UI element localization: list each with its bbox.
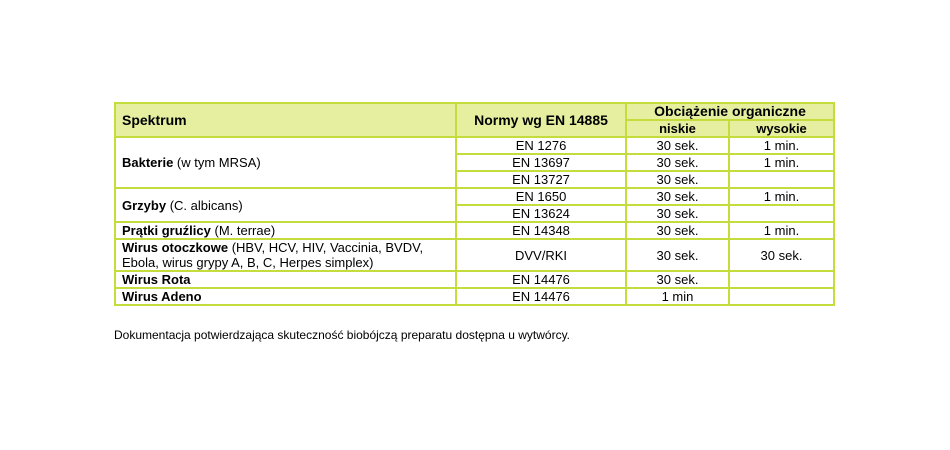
spectrum-cell-bakterie [115,137,456,188]
spectrum-name: Wirus Rota [122,272,191,287]
high-load-cell [729,205,834,222]
norm-cell: EN 1650 [456,188,626,205]
table-row [115,288,834,305]
header-row [115,103,834,120]
norm-cell: EN 14476 [456,271,626,288]
table-row [115,137,834,154]
spectrum-detail: (w tym MRSA) [173,155,261,170]
norm-cell: EN 13624 [456,205,626,222]
spectrum-name: Wirus Adeno [122,289,202,304]
high-load-cell: 1 min. [729,188,834,205]
norm-cell: EN 14348 [456,222,626,239]
low-load-cell: 30 sek. [626,271,729,288]
high-load-cell [729,271,834,288]
high-load-cell: 30 sek. [729,239,834,271]
norm-cell: DVV/RKI [456,239,626,271]
high-load-cell: 1 min. [729,154,834,171]
high-load-cell: 1 min. [729,137,834,154]
low-load-cell: 1 min [626,288,729,305]
spectrum-name: Wirus otoczkowe [122,240,229,255]
high-load-cell [729,171,834,188]
norm-cell: EN 13697 [456,154,626,171]
low-load-cell: 30 sek. [626,188,729,205]
table-row [115,188,834,205]
spectrum-cell-grzyby [115,188,456,222]
header-spektrum: Spektrum [115,103,456,137]
low-load-cell: 30 sek. [626,171,729,188]
spectrum-detail: (M. terrae) [210,223,276,238]
low-load-cell: 30 sek. [626,222,729,239]
efficacy-table [114,102,835,306]
table-row [115,222,834,239]
table-row [115,271,834,288]
spectrum-detail: (HBV, HCV, HIV, Vaccinia, BVDV, Ebola, wirus grypy A, B, C, Herpes simplex) [122,240,424,270]
spectrum-cell-wirus-rota [115,271,456,288]
norm-cell: EN 14476 [456,288,626,305]
header-wysokie: wysokie [729,120,834,137]
table-row [115,239,834,271]
spectrum-detail: (C. albicans) [166,197,243,213]
spectrum-cell-wirus-adeno [115,288,456,305]
header-niskie: niskie [626,120,729,137]
low-load-cell: 30 sek. [626,154,729,171]
spectrum-cell-wirus-otoczkowe [115,239,456,271]
high-load-cell [729,288,834,305]
norm-cell: EN 13727 [456,171,626,188]
low-load-cell: 30 sek. [626,205,729,222]
header-normy: Normy wg EN 14885 [456,103,626,137]
spectrum-name: Prątki gruźlicy [122,223,211,238]
spectrum-name: Bakterie [122,155,174,170]
header-obciazenie: Obciążenie organiczne [626,103,834,120]
spectrum-cell-pratki [115,222,456,239]
low-load-cell: 30 sek. [626,137,729,154]
documentation-note: Dokumentacja potwierdzająca skuteczność biobójczą preparatu dostępna u wytwórcy. [114,328,571,342]
high-load-cell: 1 min. [729,222,834,239]
spectrum-name: Grzyby [122,197,167,213]
norm-cell: EN 1276 [456,137,626,154]
low-load-cell: 30 sek. [626,239,729,271]
